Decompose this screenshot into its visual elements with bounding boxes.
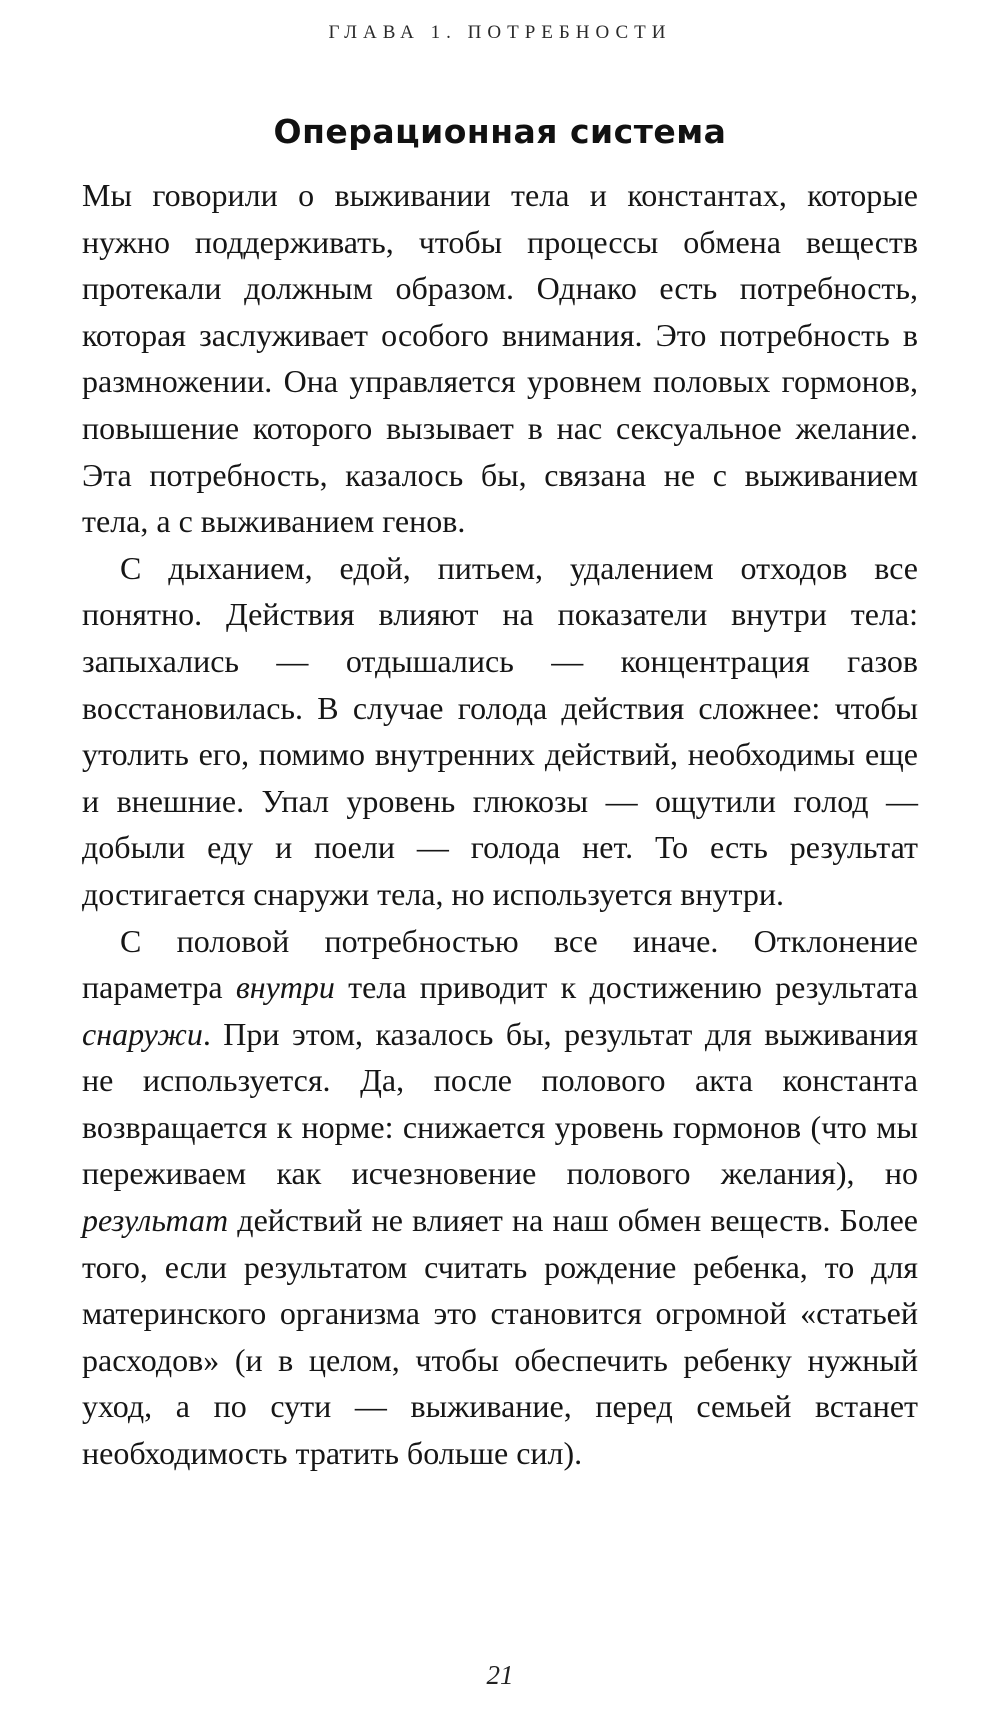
paragraph-1 [82,172,918,545]
italic-run: снаружи [82,1015,203,1052]
body-text [82,172,918,1477]
paragraph-3 [82,918,918,1477]
text-run: С дыханием, едой, питьем, удалением отходов все понятно. Действия влияют на показатели внутри тела: запыхались — отдышались — концентрация газов восстановилась. В случае голода действия сложнее: чтобы утолить его, помимо внутренних действий, необходимы еще и внешние. Упал уровень глюкозы — ощутили голод — добыли еду и поели — голода нет. То есть результат достигается снаружи тела, но используется внутри. [82,549,918,912]
italic-run: внутри [235,969,335,1006]
italic-run: результат [82,1202,229,1239]
running-head: ГЛАВА 1. ПОТРЕБНОСТИ [328,22,672,43]
section-title: Операционная система [273,112,727,151]
text-run: действий не влияет на наш обмен веществ. Более того, если результатом считать рождение ребенка, то для материнского организма это становится огромной «статьей расходов» (и в целом, чтобы обеспечить ребенку нужный уход, а по сути — выживание, перед семьей встанет необходимость тратить больше сил). [82,1202,918,1472]
text-run: С половой потребностью все иначе. Отклонение параметра [82,922,918,1006]
paragraph-2 [82,545,918,918]
page-number: 21 [486,1660,514,1690]
text-run: Мы говорили о выживании тела и константах, которые нужно поддерживать, чтобы процессы обмена веществ протекали должным образом. Однако есть потребность, которая заслуживает особого внимания. Это потребность в размножении. Она управляется уровнем половых гормонов, повышение которого вызывает в нас сексуальное желание. Эта потребность, казалось бы, связана не с выживанием тела, а с выживанием генов. [82,177,918,540]
text-run: тела приводит к достижению результата [334,969,919,1006]
text-run: . При этом, казалось бы, результат для выживания не используется. Да, после полового акта константа возвращается к норме: снижается уровень гормонов (что мы переживаем как исчезновение полового желания), но [82,1015,918,1192]
